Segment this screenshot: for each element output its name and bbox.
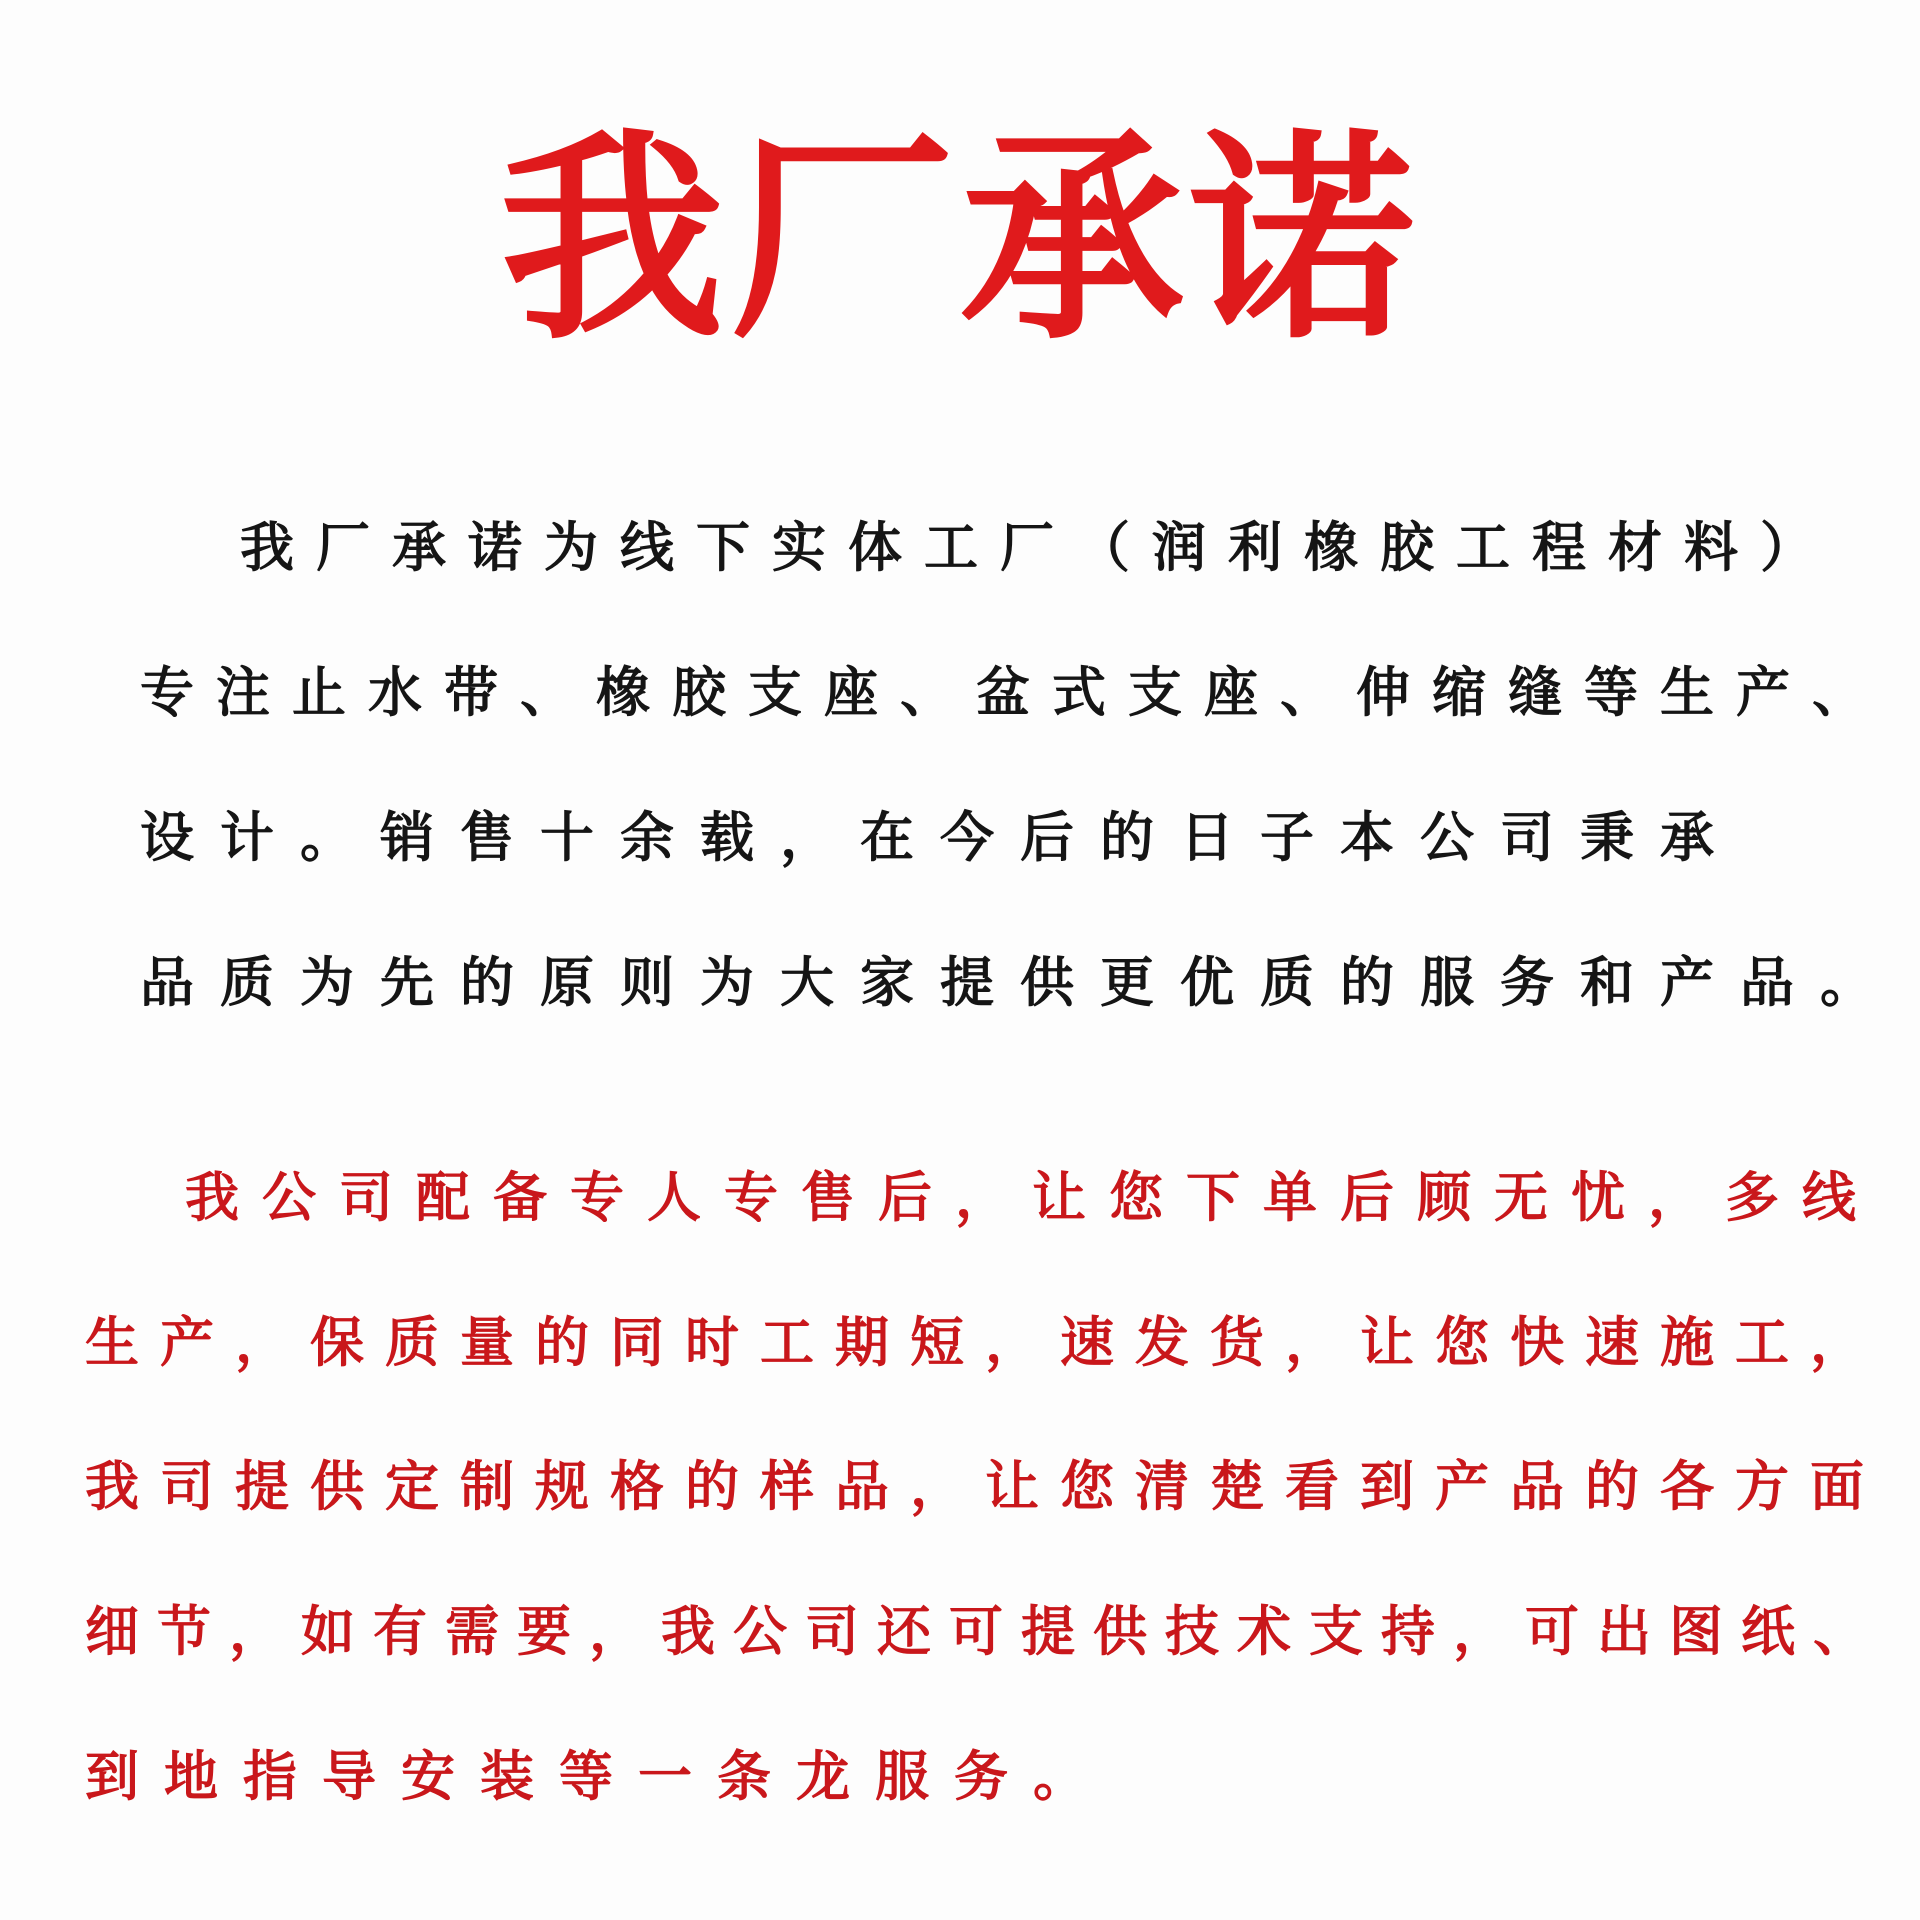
paragraph1-line-2: 专注止水带、橡胶支座、盆式支座、伸缩缝等生产、: [140, 661, 1888, 724]
paragraph1-line-3: 设计。销售十余载，在今后的日子本公司秉承: [140, 806, 1740, 869]
paragraph1-line-4: 品质为先的原则为大家提供更优质的服务和产品。: [140, 951, 1900, 1014]
paragraph1-line-1: 我厂承诺为线下实体工厂（润利橡胶工程材料）: [240, 516, 1836, 579]
paragraph2-line-5: 到地指导安装等一条龙服务。: [85, 1745, 1112, 1808]
paragraph2-line-3: 我司提供定制规格的样品，让您清楚看到产品的各方面: [85, 1455, 1885, 1518]
paragraph2-line-1: 我公司配备专人专售后，让您下单后顾无忧，多线: [185, 1166, 1879, 1229]
paragraph2-line-2: 生产，保质量的同时工期短，速发货，让您快速施工，: [85, 1311, 1885, 1374]
page-title: 我厂承诺: [500, 109, 1420, 370]
paragraph2-line-4: 细节，如有需要，我公司还可提供技术支持，可出图纸、: [85, 1600, 1885, 1663]
